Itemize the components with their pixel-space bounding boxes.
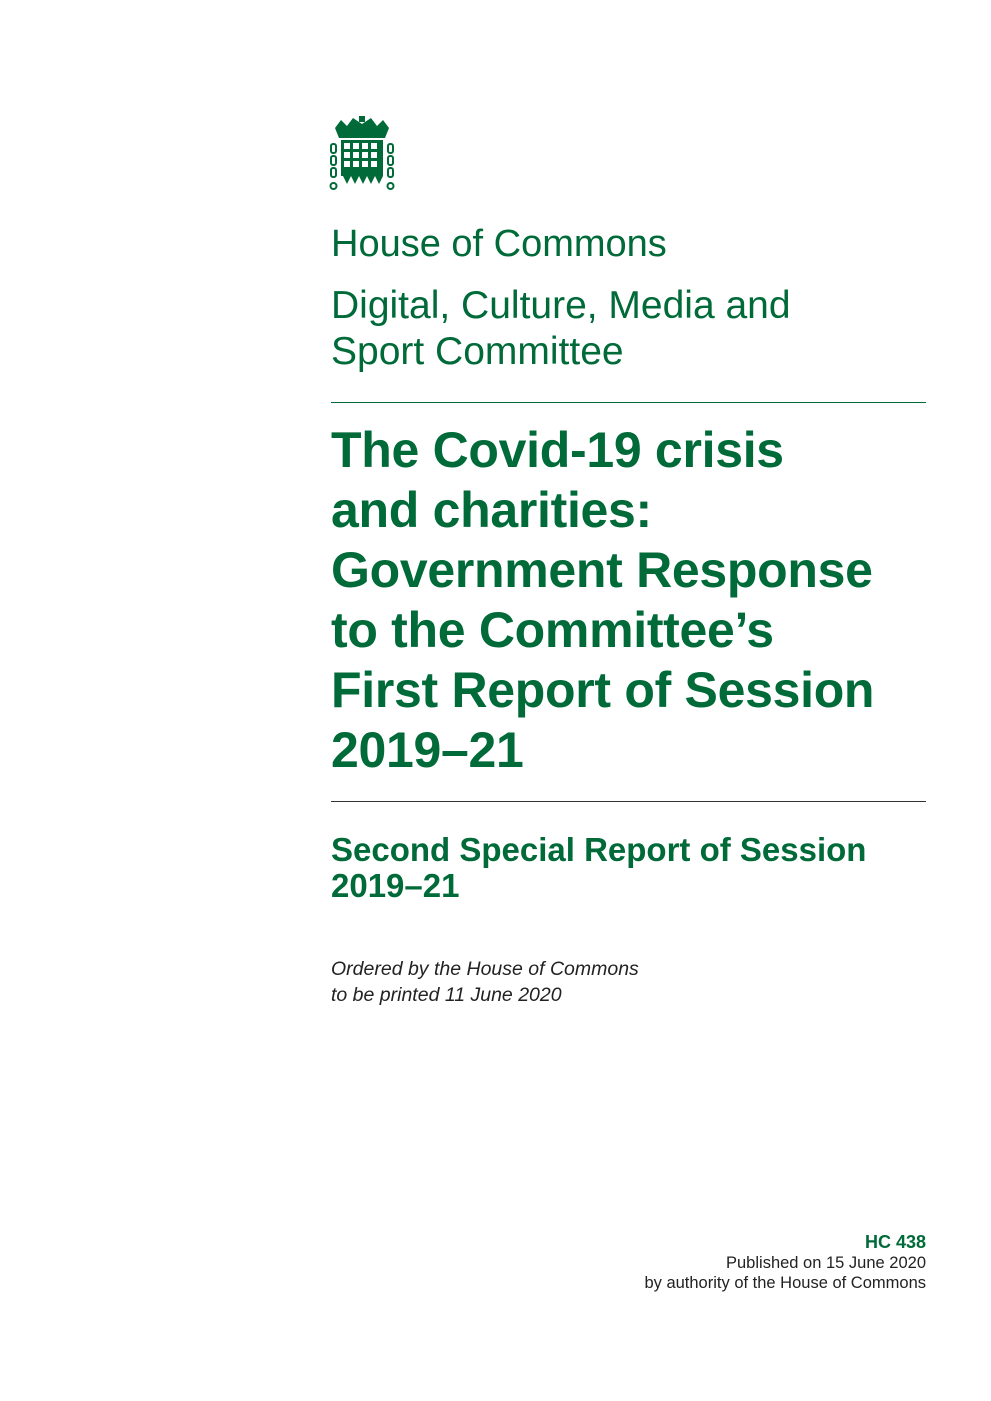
subtitle-line: 2019–21	[331, 867, 460, 904]
publication-info	[644, 1232, 926, 1294]
committee-line: Sport Committee	[331, 330, 624, 373]
divider	[331, 801, 926, 802]
ordered-line: to be printed 11 June 2020	[331, 984, 562, 1006]
ordered-statement	[331, 956, 639, 1008]
title-line: and charities:	[331, 482, 652, 538]
authority-statement: by authority of the House of Commons	[644, 1274, 926, 1292]
publisher-name: House of Commons	[331, 223, 667, 265]
title-line: to the Committee’s	[331, 602, 774, 658]
title-line: First Report of Session	[331, 662, 875, 718]
subtitle-line: Second Special Report of Session	[331, 831, 867, 868]
title-line: The Covid-19 crisis	[331, 422, 784, 478]
hc-number: HC 438	[864, 1232, 926, 1252]
report-title	[331, 420, 874, 780]
published-date: Published on 15 June 2020	[726, 1253, 926, 1272]
portcullis-logo-icon	[329, 116, 395, 196]
committee-name	[331, 283, 791, 375]
ordered-line: Ordered by the House of Commons	[331, 958, 639, 980]
title-line: Government Response	[331, 542, 873, 598]
divider	[331, 402, 926, 403]
title-line: 2019–21	[331, 722, 524, 778]
committee-line: Digital, Culture, Media and	[331, 284, 791, 327]
report-subtitle	[331, 832, 866, 904]
